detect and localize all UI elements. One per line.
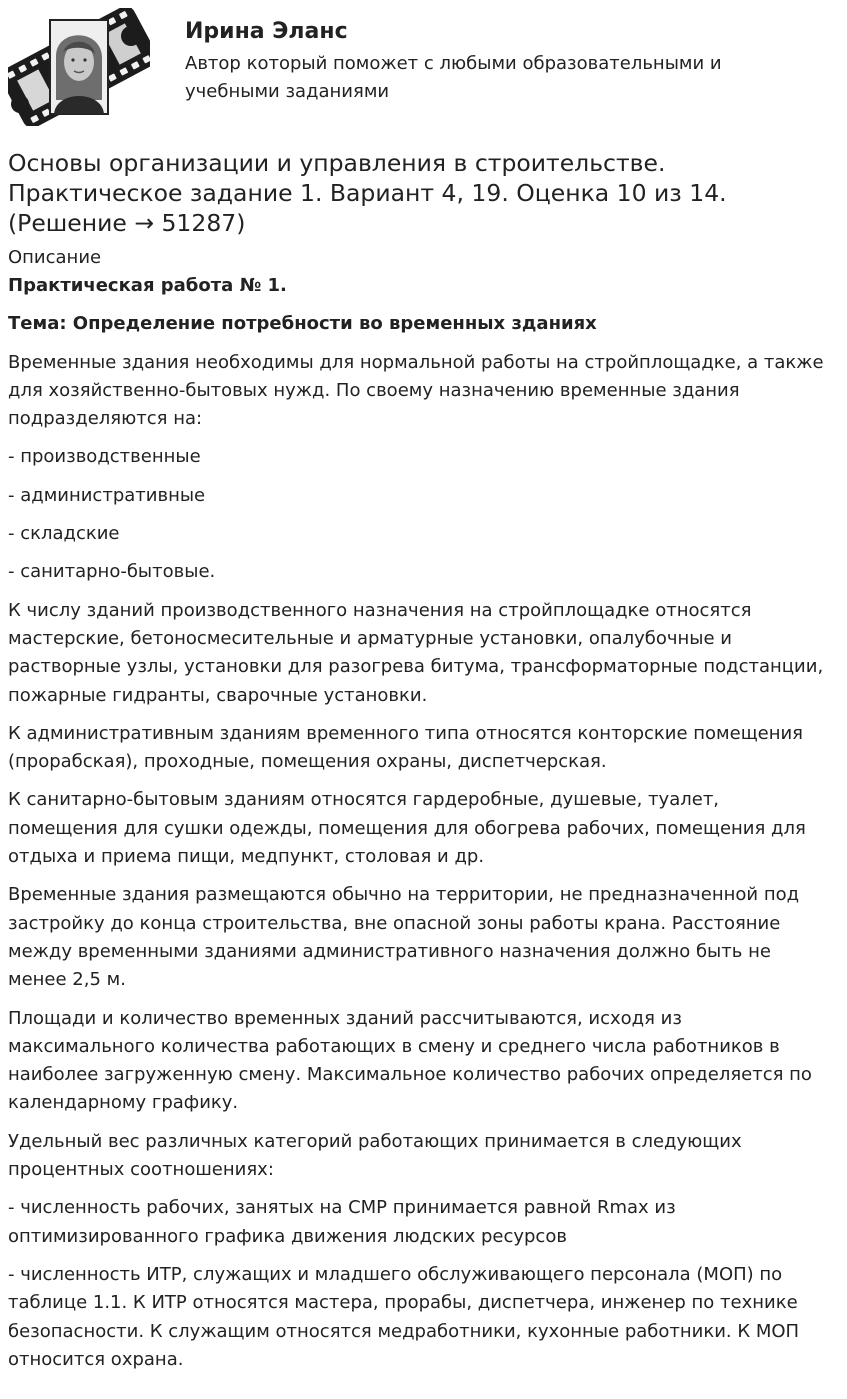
paragraph: К административным зданиям временного типа относятся конторские помещения (прорабская), проходные, помещения охраны, диспетчерская. [8, 722, 804, 773]
author-name[interactable]: Ирина Эланс [185, 19, 348, 44]
author-avatar[interactable] [8, 8, 150, 126]
paragraph: Временные здания необходимы для нормальной работы на стройплощадке, а также для хозяйственно-бытовых нужд. По своему назначению временные здания подразделяются на: [8, 351, 824, 430]
paragraph: К числу зданий производственного назначения на стройплощадке относятся мастерские, бетоносмесительные и арматурные установки, опалубочные и растворные узлы, установки для разогрева битума, трансформаторные подстанции, пожарные гидранты, сварочные установки. [8, 599, 824, 706]
paragraph: Площади и количество временных зданий рассчитываются, исходя из максимального количества работающих в смену и среднего числа работников в наиболее загруженную смену. Максимальное количество рабочих определяется по календарному графику. [8, 1007, 812, 1114]
work-number: Практическая работа № 1. [8, 275, 287, 296]
list-item: - численность ИТР, служащих и младшего обслуживающего персонала (МОП) по таблице 1.1. К ИТР относятся мастера, прорабы, диспетчера, инженер по технике безопасности. К служащим относятся медработники, кухонные работники. К МОП относится охрана. [8, 1263, 800, 1370]
work-topic: Тема: Определение потребности во временных зданиях [8, 313, 597, 335]
paragraph: Временные здания размещаются обычно на территории, не предназначенной под застройку до конца строительства, вне опасной зоны работы крана. Расстояние между временными зданиями административного назначения должно быть не менее 2,5 м. [8, 884, 800, 991]
page-title: Основы организации и управления в строительстве. Практическое задание 1. Вариант 4, 19. Оценка 10 из 14. (Решение → 51287) [8, 149, 727, 237]
list-item: - санитарно-бытовые. [8, 561, 216, 583]
list-item: - складские [8, 523, 120, 545]
list-item: - административные [8, 484, 206, 506]
author-card [8, 8, 839, 128]
description-label: Описание [8, 247, 102, 268]
paragraph: К санитарно-бытовым зданиям относятся гардеробные, душевые, туалет, помещения для сушки одежды, помещения для обогрева рабочих, помещения для отдыха и приема пищи, медпункт, столовая и др. [8, 789, 806, 868]
paragraph: Удельный вес различных категорий работающих принимается в следующих процентных соотношениях: [8, 1130, 742, 1181]
list-item: - производственные [8, 446, 201, 468]
author-description: Автор который поможет с любыми образовательными и учебными заданиями [185, 53, 722, 102]
list-item: - численность рабочих, занятых на СМР принимается равной Rmax из оптимизированного графика движения людских ресурсов [8, 1197, 676, 1247]
description-body [8, 272, 832, 1374]
main-content [8, 148, 832, 1384]
